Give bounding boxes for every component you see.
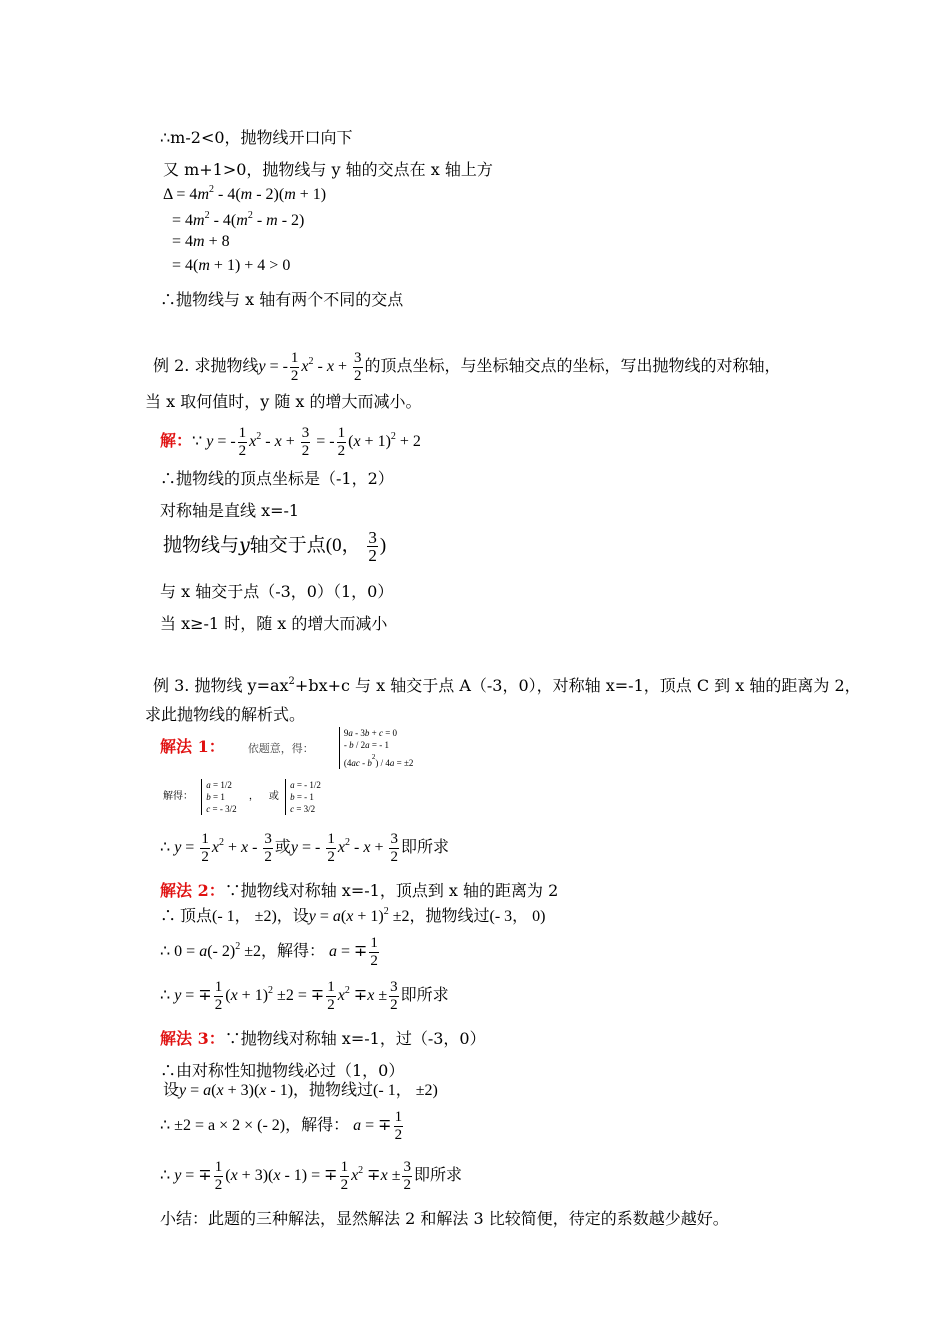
method-3-line: 解法 3：∵抛物线对称轴 x=-1，过（-3，0） <box>160 1029 486 1048</box>
formula-delta-2: = $4m^2 - 4(m^2$ - m - 2) <box>172 210 305 229</box>
text-line: 又 m+1>0，抛物线与 y 轴的交点在 x 轴上方 <box>163 160 493 179</box>
text-line: 抛物线与y轴交于点(0， $\frac{3}{2}$ ) <box>163 528 387 566</box>
text-line: ∴抛物线与 x 轴有两个不同的交点 <box>160 290 404 309</box>
method-2-line: 解法 2：∵抛物线对称轴 x=-1，顶点到 x 轴的距离为 2 <box>160 881 559 900</box>
equation-system: 9a - 3b + c = 0 - b / 2a = - 1 $(4ac - b^2) / 4a = \pm 2$ <box>339 727 414 769</box>
formula-delta-1: $\Delta = 4m^2 - 4(m - 2)(m + 1)$ <box>163 184 327 203</box>
text-line: 求此抛物线的解析式。 <box>145 705 306 724</box>
example-2-solution: 解：∵ y = - $\frac{1}{2}$ $x^2$ - x + $\frac{3}{2}$ = - $\frac{1}{2}$ $(x + 1)^2 + 2$ <box>160 424 421 459</box>
text-line: ∴抛物线的顶点坐标是（-1，2） <box>160 469 394 488</box>
method-3-setup: 设y = a(x + 3)(x - 1)，抛物线过(- 1， ±2) <box>163 1082 438 1099</box>
summary-text: 小结：此题的三种解法，显然解法 2 和解法 3 比较简便，待定的系数越少越好。 <box>160 1209 729 1228</box>
text-line: 与 x 轴交于点（-3，0）（1，0） <box>160 582 394 601</box>
method-1-answer: ∴ y = $\frac{1}{2}$ $x^2 + x$ - $\frac{3}{2}$ 或y = - $\frac{1}{2}$ $x^2$ - x + $\frac{3}{2}$ 即所求 <box>160 830 449 865</box>
text-line: ∴m-2<0，抛物线开口向下 <box>160 128 353 147</box>
formula-parabola: y = - $\frac{1}{2}$ $x^2$ - x + $\frac{3}{2}$ <box>258 349 362 384</box>
method-1-line: 解法 1： 依题意，得： 9a - 3b + c = 0 - b / 2a = - 1 $(4ac - b^2) / 4a = \pm 2$ <box>160 727 414 768</box>
text-line: ∴由对称性知抛物线必过（1，0） <box>160 1061 405 1080</box>
example-3-heading: 例 3. 抛物线 $y=ax^2+bx+c$ 与 x 轴交于点 A（-3，0），对称轴 x=-1，顶点 C 到 x 轴的距离为 2， <box>153 676 861 695</box>
method-2-vertex: ∴ 顶点(- 1， ±2)，设$y = a(x + 1)^2 \pm 2$，抛物线过(- 3， 0) <box>160 906 546 925</box>
method-2-answer: ∴ y = ∓ $\frac{1}{2}$ $(x + 1)^2 \pm 2$ = ∓ $\frac{1}{2}$ $x^2 \mp x$ ± $\frac{3}{2}$ 即所求 <box>160 978 449 1013</box>
text-line: 当 x≥-1 时，随 x 的增大而减小 <box>160 614 388 633</box>
formula-delta-3: = 4m + 8 <box>172 233 230 250</box>
method-3-answer: ∴ y = ∓ $\frac{1}{2}$ (x + 3)(x - 1) = ∓ $\frac{1}{2}$ $x^2 \mp x$ ± $\frac{3}{2}$ 即所求 <box>160 1158 462 1193</box>
text-line: 对称轴是直线 x=-1 <box>160 501 300 520</box>
formula-delta-4: = 4(m + 1) + 4 > 0 <box>172 257 291 274</box>
method-3-solve: ∴ ±2 = a × 2 × (- 2)，解得： a = ∓ $\frac{1}{2}$ <box>160 1108 403 1143</box>
text-line: 当 x 取何值时，y 随 x 的增大而减小。 <box>145 392 422 411</box>
method-2-solve: ∴ 0 = a(- 2)$^2$ ±2，解得： a = ∓ $\frac{1}{2}$ <box>160 934 378 969</box>
method-1-results: 解得： a = 1/2 b = 1 c = - 3/2 ， 或 a = - 1/2 b = - 1 c = 3/2 <box>163 779 321 814</box>
example-2-heading: 例 2. 求抛物线y = - $\frac{1}{2}$ $x^2$ - x + $\frac{3}{2}$ 的顶点坐标，与坐标轴交点的坐标，写出抛物线的对称轴， <box>153 349 781 384</box>
